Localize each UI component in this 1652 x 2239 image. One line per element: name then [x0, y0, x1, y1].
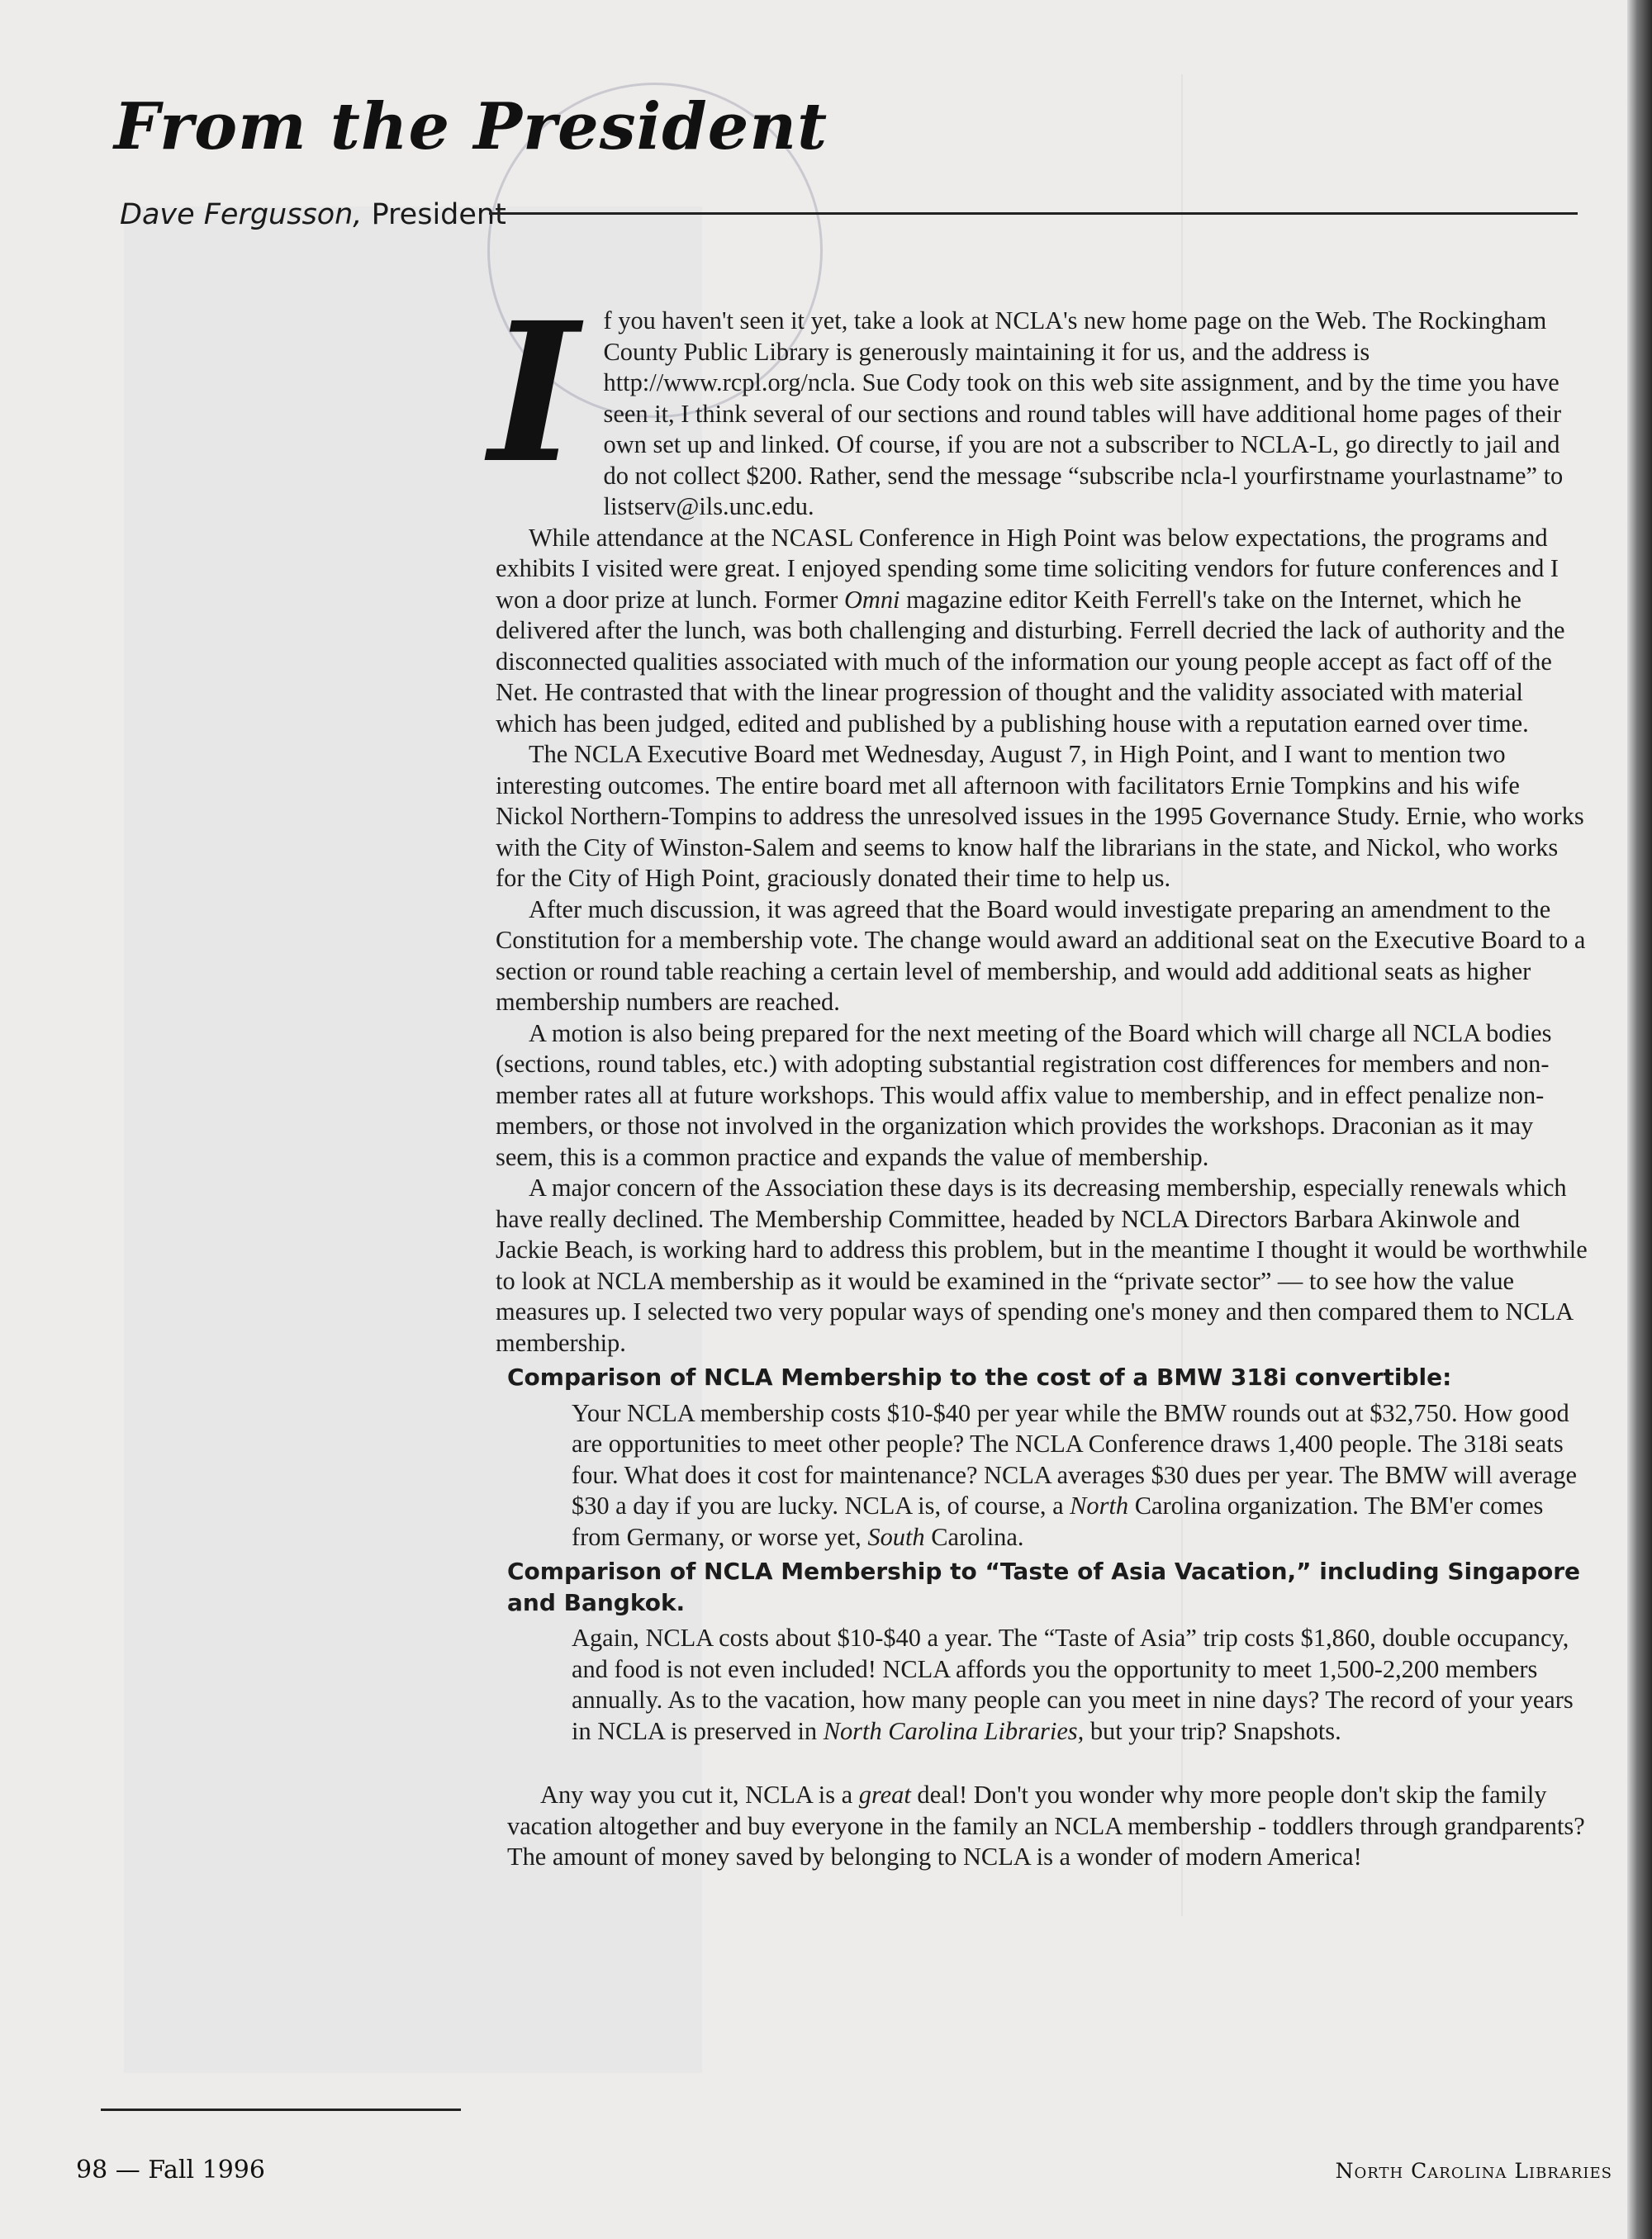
byline — [120, 198, 506, 231]
paragraph-closing: Any way you cut it, NCLA is a great deal! Don't you wonder why more people don't skip the family vacation altogether and buy everyone in the family an NCLA membership - toddlers through grandparents? The amount of money saved by belonging to NCLA is a wonder of modern America! — [507, 1781, 1585, 1871]
footer-rule — [101, 2109, 461, 2111]
page-edge — [1627, 0, 1652, 2239]
paragraph-asia-comparison: Again, NCLA costs about $10-$40 a year. The “Taste of Asia” trip costs $1,860, double occupancy, and food is not even included! NCLA affords you the opportunity to meet 1,500-2,200 members annually. As to the vacation, how many people can you meet in nine days? The record of your years in NCLA is preserved in North Carolina Libraries, but your trip? Snapshots. — [572, 1624, 1574, 1745]
heading-asia-comparison: Comparison of NCLA Membership to “Taste of Asia Vacation,” including Singapore and Bangkok. — [507, 1558, 1581, 1616]
article-body — [489, 280, 1588, 1873]
paragraph-amendment: After much discussion, it was agreed that the Board would investigate preparing an amendment to the Constitution for a membership vote. The change would award an additional seat on the Executive Board to a section or round table reaching a certain level of membership, and would add additional seats as higher membership numbers are reached. — [496, 894, 1586, 1016]
author-role: President — [371, 198, 506, 231]
publication-name: North Carolina Libraries — [1335, 2159, 1612, 2183]
paragraph-board-meeting: The NCLA Executive Board met Wednesday, August 7, in High Point, and I want to mention two interesting outcomes. The entire board met all afternoon with facilitators Ernie Tompkins and his wife Nickol Northern-Tompins to address the unresolved issues in the 1995 Governance Study. Ernie, who works with the City of Winston-Salem and seems to know half the librarians in the state, and Nickol, who works for the City of High Point, graciously donated their time to help us. — [496, 740, 1584, 892]
author-name: Dave Fergusson, — [120, 198, 363, 231]
paragraph-membership: A major concern of the Association these days is its decreasing membership, especially renewals which have really declined. The Membership Committee, headed by NCLA Directors Barbara Akinwole and Jackie Beach, is working hard to address this problem, but in the meantime I thought it would be worthwhile to look at NCLA membership as it would be examined in the “private sector” — to see how the value measures up. I selected two very popular ways of spending one's money and then compared them to NCLA membership. — [496, 1174, 1588, 1357]
page-number-issue: 98 — Fall 1996 — [76, 2156, 265, 2184]
paragraph-bmw-comparison: Your NCLA membership costs $10-$40 per year while the BMW rounds out at $32,750. How good are opportunities to meet other people? The NCLA Conference draws 1,400 people. The 318i seats four. What does it cost for maintenance? NCLA averages $30 dues per year. The BMW will average $30 a day if you are lucky. NCLA is, of course, a North Carolina organization. The BM'er comes from Germany, or worse yet, South Carolina. — [572, 1398, 1577, 1551]
drop-cap: I — [489, 280, 579, 505]
paragraph-ncasl: While attendance at the NCASL Conference in High Point was below expectations, the programs and exhibits I visited were great. I enjoyed spending some time soliciting vendors for future conferences and I won a door prize at lunch. Former Omni magazine editor Keith Ferrell's take on the Internet, which he delivered after the lunch, was both challenging and disturbing. Ferrell decried the lack of authority and the disconnected qualities associated with much of the information our young people accept as fact off of the Net. He contrasted that with the linear progression of thought and the validity associated with material which has been judged, edited and published by a publishing house with a reputation earned over time. — [496, 523, 1565, 738]
page-title: From the President — [114, 89, 828, 164]
heading-bmw-comparison: Comparison of NCLA Membership to the cost of a BMW 318i convertible: — [507, 1364, 1452, 1391]
paragraph-motion: A motion is also being prepared for the next meeting of the Board which will charge all NCLA bodies (sections, round tables, etc.) with adopting substantial registration cost differences for members and non-member rates all at future workshops. This would affix value to membership, and in effect penalize non-members, or those not involved in the organization which provides the workshops. Draconian as it may seem, this is a common practice and expands the value of membership. — [496, 1018, 1552, 1171]
byline-rule — [489, 212, 1578, 215]
paragraph-intro: If you haven't seen it yet, take a look at NCLA's new home page on the Web. The Rockingham County Public Library is generously maintaining it for us, and the address is http://www.rcpl.org/ncla. Sue Cody took on this web site assignment, and by the time you have seen it, I think several of our sections and round tables will have additional home pages of their own set up and linked. Of course, if you are not a subscriber to NCLA-L, go directly to jail and do not collect $200. Rather, send the message “subscribe ncla-l yourfirstname yourlastname” to listserv@ils.unc.edu. — [489, 280, 1564, 520]
